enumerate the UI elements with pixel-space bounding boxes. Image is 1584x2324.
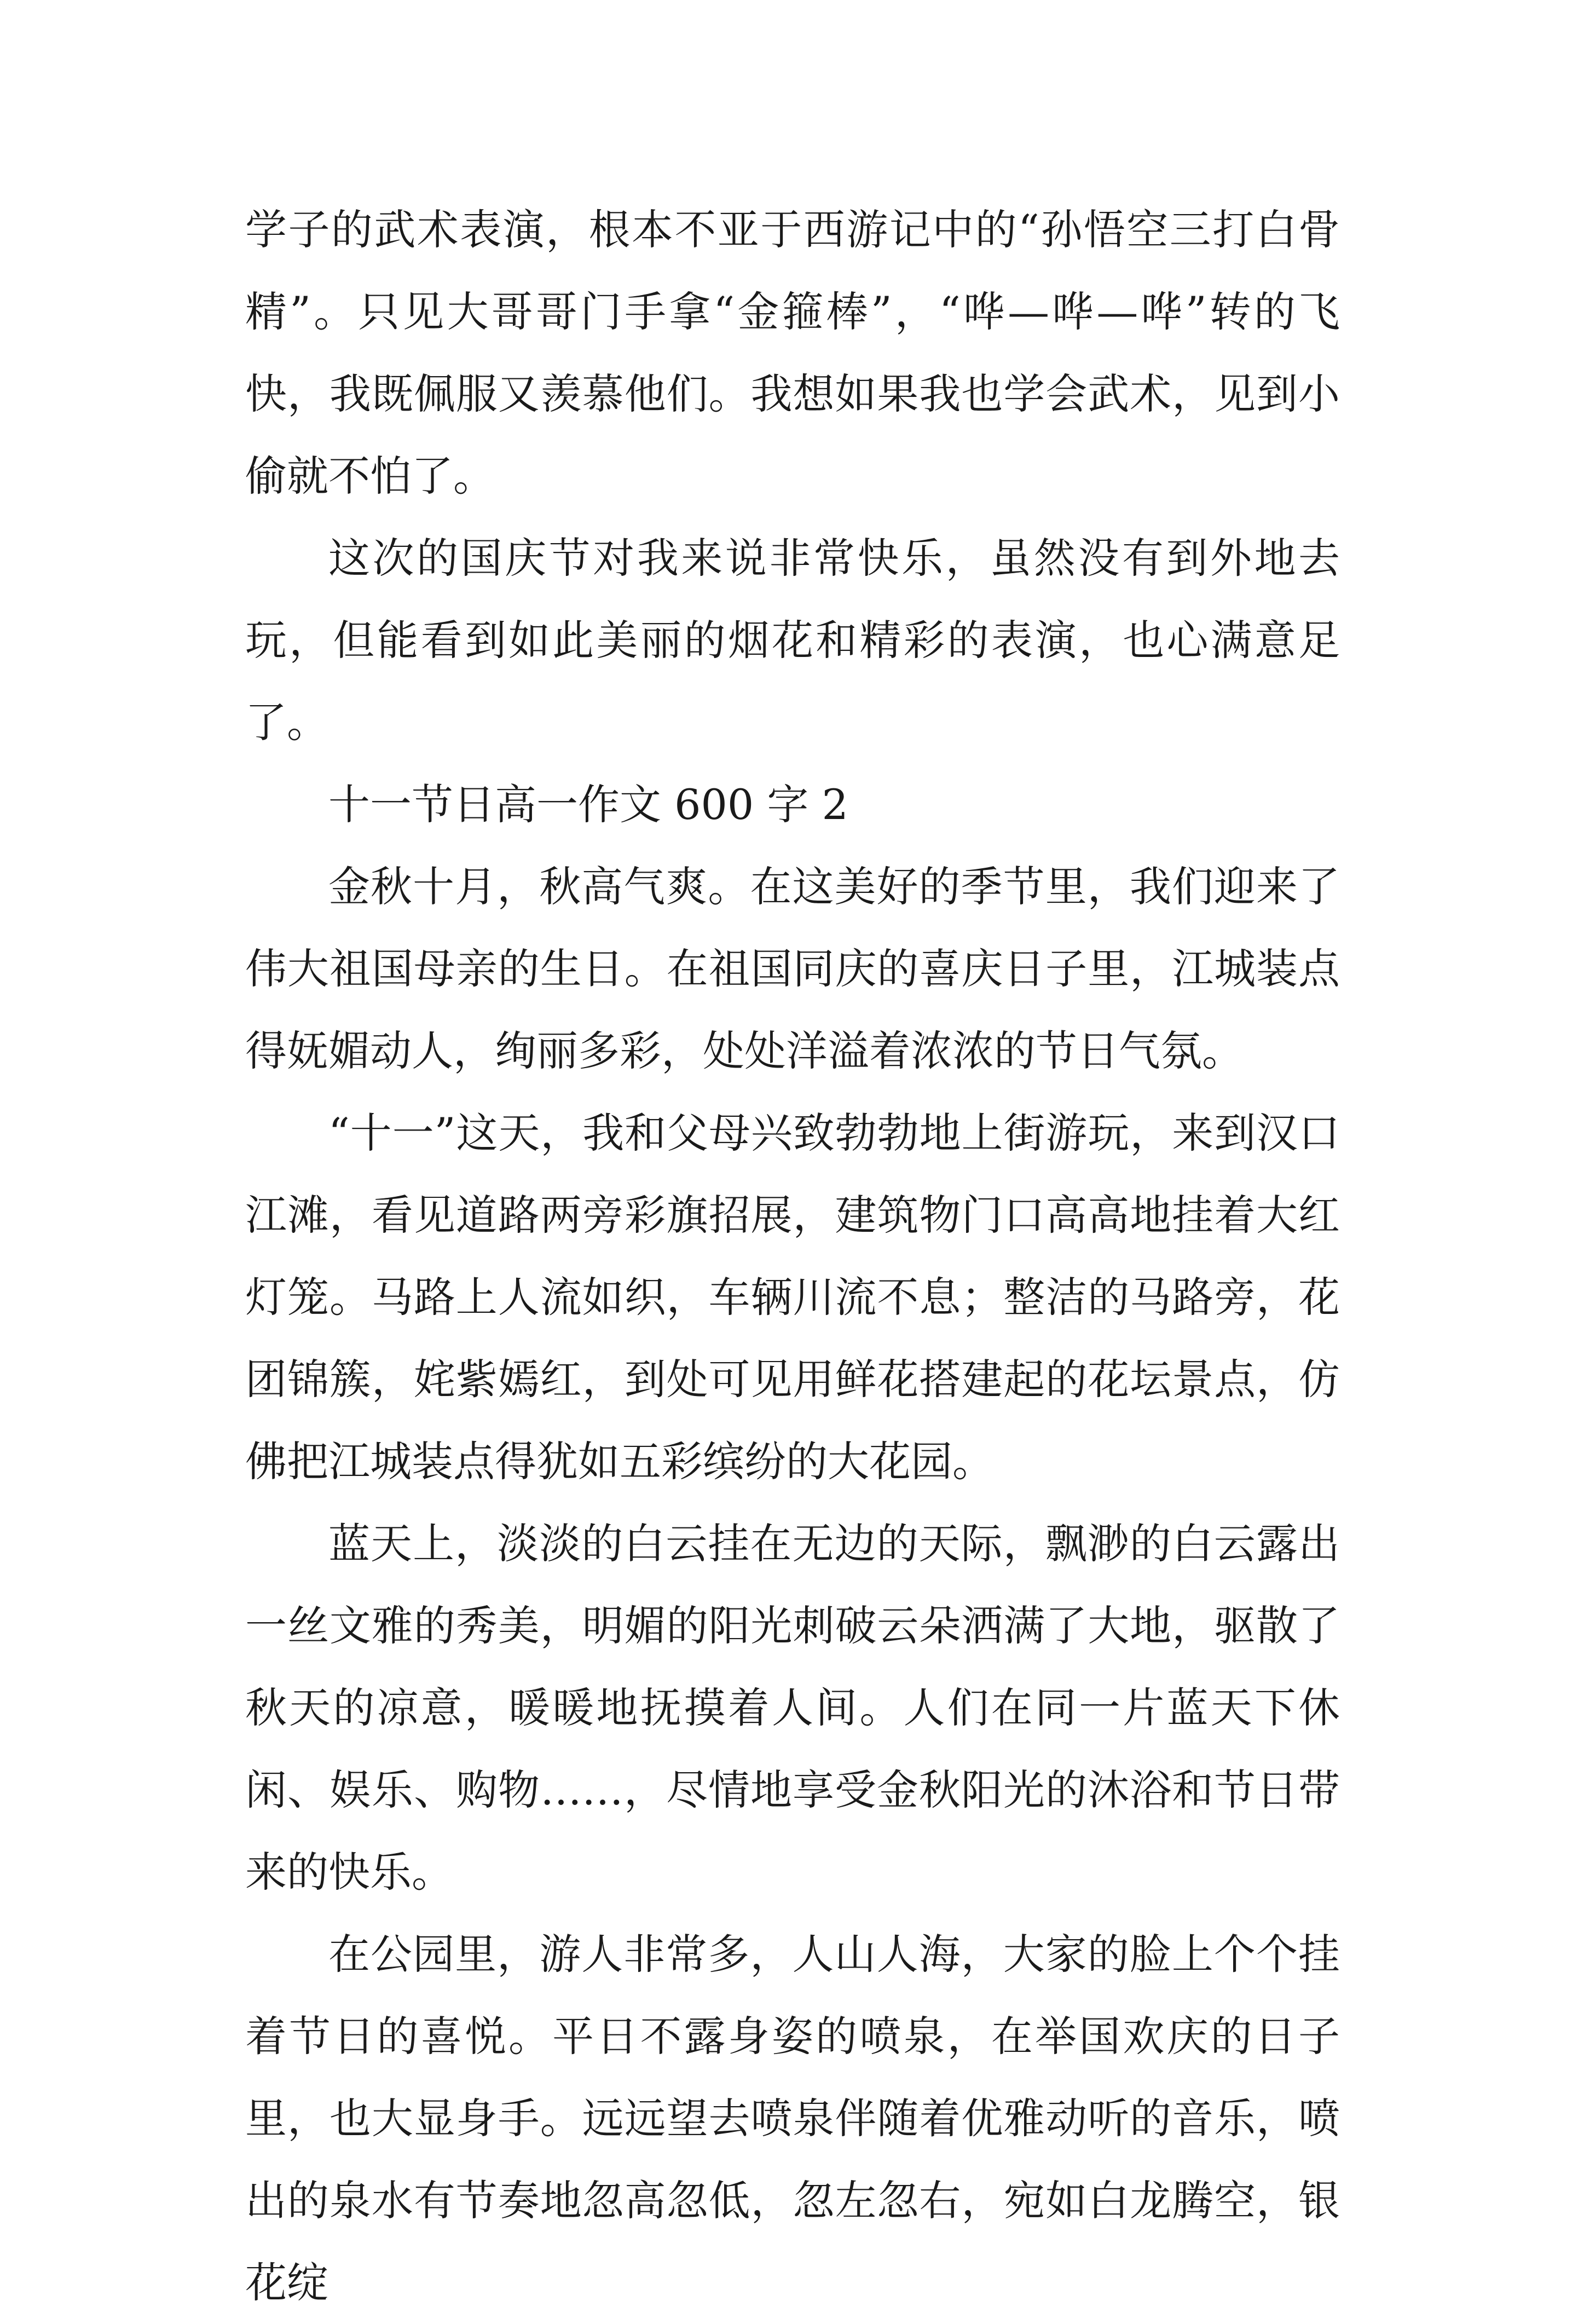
document-body: [245, 189, 1340, 2324]
section-heading: 十一节日高一作文 600 字 2: [328, 780, 848, 829]
paragraph: 蓝天上，淡淡的白云挂在无边的天际，飘渺的白云露出一丝文雅的秀美，明媚的阳光刺破云朵洒满了大地，驱散了秋天的凉意，暖暖地抚摸着人间。人们在同一片蓝天下休闲、娱乐、购物……，尽情地享受金秋阳光的沐浴和节日带来的快乐。: [245, 1519, 1340, 1896]
paragraph: 金秋十月，秋高气爽。在这美好的季节里，我们迎来了伟大祖国母亲的生日。在祖国同庆的喜庆日子里，江城装点得妩媚动人，绚丽多彩，处处洋溢着浓浓的节日气氛。: [245, 862, 1340, 1075]
paragraph-continuation: 学子的武术表演，根本不亚于西游记中的“孙悟空三打白骨精”。只见大哥哥门手拿“金箍棒”，“哗—哗—哗”转的飞快，我既佩服又羡慕他们。我想如果我也学会武术，见到小偷就不怕了。: [245, 205, 1340, 500]
paragraph: 这次的国庆节对我来说非常快乐，虽然没有到外地去玩，但能看到如此美丽的烟花和精彩的表演，也心满意足了。: [245, 534, 1340, 747]
paragraph: “十一”这天，我和父母兴致勃勃地上街游玩，来到汉口江滩，看见道路两旁彩旗招展，建筑物门口高高地挂着大红灯笼。马路上人流如织，车辆川流不息；整洁的马路旁，花团锦簇，姹紫嫣红，到处可见用鲜花搭建起的花坛景点，仿佛把江城装点得犹如五彩缤纷的大花园。: [245, 1109, 1340, 1486]
paragraph: 在公园里，游人非常多，人山人海，大家的脸上个个挂着节日的喜悦。平日不露身姿的喷泉，在举国欢庆的日子里，也大显身手。远远望去喷泉伴随着优雅动听的音乐，喷出的泉水有节奏地忽高忽低，忽左忽右，宛如白龙腾空，银花绽: [245, 1930, 1340, 2307]
